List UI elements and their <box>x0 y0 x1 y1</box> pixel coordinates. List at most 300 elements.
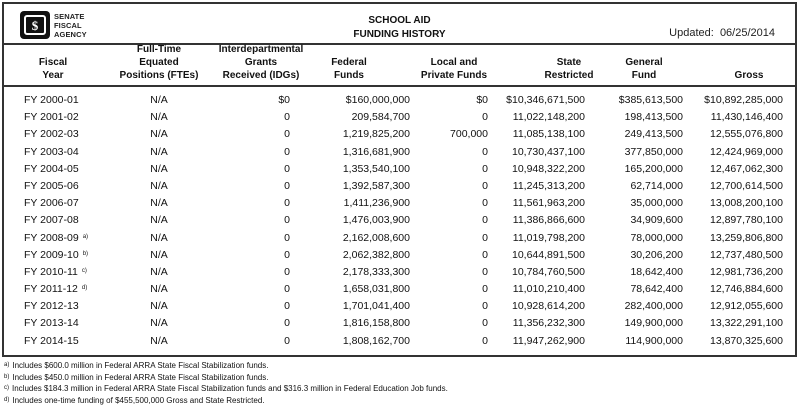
updated-date: 06/25/2014 <box>719 27 775 39</box>
cell-ftes <box>129 317 189 329</box>
cell-value: FY 2010-11 <box>24 265 78 278</box>
title-line-1: SCHOOL AID <box>368 15 431 26</box>
cell-year <box>24 94 83 106</box>
cell-gross <box>710 197 783 209</box>
cell-value: 0 <box>482 248 488 261</box>
cell-federal <box>343 283 410 295</box>
cell-value: 11,245,313,200 <box>512 179 585 192</box>
column-header-line <box>704 56 794 69</box>
footnote-marker: a) <box>82 233 89 240</box>
cell-gross <box>710 128 783 140</box>
cell-value: 2,178,333,300 <box>342 265 410 278</box>
cell-gross <box>710 232 783 244</box>
cell-federal <box>343 335 410 347</box>
cell-state <box>512 300 585 312</box>
cell-local <box>482 111 488 123</box>
cell-value: 78,642,400 <box>630 283 683 296</box>
cell-value: N/A <box>150 111 168 124</box>
table-body <box>4 92 795 350</box>
cell-value: N/A <box>150 334 168 347</box>
cell-value: $0 <box>278 94 290 106</box>
cell-state <box>512 163 585 175</box>
cell-value: FY 2003-04 <box>24 145 79 158</box>
cell-value: 11,561,963,200 <box>512 197 585 210</box>
footnote-mark: d) <box>4 396 10 403</box>
cell-year <box>24 300 83 312</box>
cell-ftes <box>129 283 189 295</box>
cell-value: 11,010,210,400 <box>512 283 585 296</box>
cell-value: 0 <box>284 214 290 227</box>
cell-general <box>630 180 683 192</box>
cell-year <box>24 146 83 158</box>
cell-general <box>630 214 683 226</box>
cell-value: 12,555,076,800 <box>710 128 783 141</box>
svg-text:$: $ <box>31 18 39 33</box>
footnote-text: Includes one-time funding of $455,500,000 Gross and State Restricted. <box>12 395 265 405</box>
cell-idgs <box>284 146 290 158</box>
cell-value: 1,392,587,300 <box>342 179 410 192</box>
cell-value: FY 2008-09 <box>24 231 79 244</box>
cell-value: 12,737,480,500 <box>710 248 783 261</box>
cell-value: FY 2013-14 <box>24 317 79 330</box>
cell-year <box>24 197 83 209</box>
cell-value: 0 <box>482 231 488 244</box>
cell-value: 12,746,884,600 <box>710 283 783 296</box>
cell-gross <box>710 146 783 158</box>
cell-value: N/A <box>150 300 168 313</box>
cell-idgs <box>284 283 290 295</box>
cell-state <box>513 128 585 140</box>
cell-ftes <box>129 128 189 140</box>
cell-local <box>482 283 488 295</box>
column-header-local-private-funds <box>394 43 514 82</box>
column-header-idgs <box>201 43 321 82</box>
cell-value: 209,584,700 <box>351 111 410 124</box>
agency-line: SENATE <box>54 12 85 21</box>
cell-value: 165,200,000 <box>624 162 683 175</box>
cell-value: 0 <box>482 317 488 330</box>
cell-value: 0 <box>284 128 290 141</box>
cell-federal <box>343 180 410 192</box>
column-header-gross <box>704 43 794 82</box>
cell-value: FY 2012-13 <box>24 300 79 313</box>
cell-year <box>24 317 83 329</box>
cell-value: 10,644,891,500 <box>512 248 585 261</box>
table-row <box>4 212 795 229</box>
column-header-line: General <box>625 57 663 68</box>
cell-federal <box>343 232 410 244</box>
cell-value: 11,386,866,600 <box>512 214 585 227</box>
cell-year <box>24 266 87 278</box>
cell-general <box>619 94 683 106</box>
cell-local <box>482 163 488 175</box>
cell-value: 1,658,031,800 <box>342 283 410 296</box>
cell-value: 10,948,322,200 <box>512 162 585 175</box>
cell-idgs <box>284 266 290 278</box>
cell-federal <box>343 300 410 312</box>
cell-value: 0 <box>482 197 488 210</box>
cell-value: 0 <box>482 111 488 124</box>
cell-federal <box>346 94 410 106</box>
agency-line: AGENCY <box>54 30 87 39</box>
cell-ftes <box>129 146 189 158</box>
cell-local <box>476 94 488 106</box>
column-header-line: Gross <box>734 70 764 81</box>
cell-state <box>513 232 585 244</box>
cell-local <box>482 180 488 192</box>
cell-general <box>625 335 683 347</box>
table-row <box>4 281 795 298</box>
cell-general <box>625 111 683 123</box>
cell-value: FY 2006-07 <box>24 197 79 210</box>
cell-value: 11,085,138,100 <box>512 128 585 141</box>
table-row <box>4 178 795 195</box>
cell-value: N/A <box>150 94 168 106</box>
cell-value: 0 <box>284 145 290 158</box>
cell-value: 10,730,437,100 <box>512 145 585 158</box>
cell-value: N/A <box>150 214 168 227</box>
cell-value: N/A <box>150 179 168 192</box>
cell-ftes <box>129 300 189 312</box>
cell-value: 149,900,000 <box>624 317 683 330</box>
cell-gross <box>710 283 783 295</box>
cell-value: 0 <box>284 179 290 192</box>
cell-idgs <box>284 111 290 123</box>
cell-local <box>482 266 488 278</box>
cell-value: 12,897,780,100 <box>710 214 783 227</box>
cell-value: 0 <box>482 214 488 227</box>
cell-ftes <box>129 266 189 278</box>
cell-value: N/A <box>150 283 168 296</box>
cell-state <box>513 317 585 329</box>
cell-state <box>506 94 585 106</box>
cell-local <box>482 232 488 244</box>
cell-gross <box>711 111 783 123</box>
cell-value: 0 <box>284 334 290 347</box>
cell-federal <box>343 128 410 140</box>
cell-value: 1,816,158,800 <box>342 317 410 330</box>
cell-value: 282,400,000 <box>624 300 683 313</box>
cell-value: 2,162,008,600 <box>342 231 410 244</box>
cell-value: 30,206,200 <box>630 248 683 261</box>
footnote <box>4 361 448 373</box>
cell-value: 0 <box>482 334 488 347</box>
cell-value: $385,613,500 <box>618 94 683 106</box>
cell-local <box>482 197 488 209</box>
cell-value: FY 2011-12 <box>24 283 78 296</box>
cell-ftes <box>129 180 189 192</box>
cell-value: FY 2002-03 <box>24 128 79 141</box>
cell-value: 12,981,736,200 <box>710 265 783 278</box>
footnote <box>4 373 448 385</box>
cell-state <box>513 335 585 347</box>
cell-local <box>482 249 488 261</box>
footnote <box>4 384 448 396</box>
cell-value: 11,356,232,300 <box>512 317 585 330</box>
table-row <box>4 126 795 143</box>
cell-value: FY 2001-02 <box>24 111 79 124</box>
cell-year <box>24 214 83 226</box>
cell-value: 13,259,806,800 <box>710 231 783 244</box>
cell-value: 0 <box>482 162 488 175</box>
cell-general <box>625 128 683 140</box>
column-header-line: Private Funds <box>420 70 488 81</box>
document-header <box>4 4 795 45</box>
cell-value: N/A <box>150 231 168 244</box>
cell-value: 249,413,500 <box>624 128 683 141</box>
column-header-line <box>304 43 394 56</box>
cell-general <box>630 283 683 295</box>
cell-local <box>482 317 488 329</box>
footnote <box>4 396 448 408</box>
cell-value: 18,642,400 <box>630 265 683 278</box>
cell-federal <box>343 163 410 175</box>
table-row <box>4 298 795 315</box>
cell-value: N/A <box>150 162 168 175</box>
agency-line: FISCAL <box>54 21 82 30</box>
cell-value: 377,850,000 <box>624 145 683 158</box>
cell-value: FY 2009-10 <box>24 248 79 261</box>
cell-ftes <box>129 214 189 226</box>
column-header-line <box>394 43 514 56</box>
cell-ftes <box>129 111 189 123</box>
cell-value: 114,900,000 <box>625 334 683 347</box>
cell-general <box>630 249 683 261</box>
footnote-marker: c) <box>81 267 87 274</box>
cell-value: N/A <box>150 145 168 158</box>
table-row <box>4 315 795 332</box>
column-header-line: Grants <box>244 57 278 68</box>
column-header-line: Funds <box>334 70 364 81</box>
column-header-line: Interdepartmental <box>218 44 304 55</box>
cell-ftes <box>129 163 189 175</box>
column-headers <box>4 45 795 87</box>
cell-state <box>512 266 585 278</box>
column-header-line: Local and <box>430 57 478 68</box>
footnote-text: Includes $450.0 million in Federal ARRA State Fiscal Stabilization funds. <box>12 372 269 382</box>
cell-general <box>625 146 683 158</box>
cell-idgs <box>284 197 290 209</box>
cell-value: 0 <box>482 145 488 158</box>
table-row <box>4 264 795 281</box>
cell-gross <box>710 249 783 261</box>
column-header-line: Full-Time <box>136 44 182 55</box>
cell-state <box>513 197 585 209</box>
table-row <box>4 92 795 109</box>
cell-value: 35,000,000 <box>630 197 683 210</box>
cell-general <box>630 197 683 209</box>
cell-value: 0 <box>284 162 290 175</box>
cell-value: 0 <box>284 265 290 278</box>
cell-gross <box>710 180 783 192</box>
cell-local <box>482 146 488 158</box>
cell-local <box>482 214 488 226</box>
cell-value: N/A <box>150 265 168 278</box>
cell-federal <box>352 111 410 123</box>
table-row <box>4 195 795 212</box>
updated-stamp <box>669 27 775 39</box>
cell-year <box>24 249 88 261</box>
column-header-line <box>599 43 689 56</box>
table-row <box>4 109 795 126</box>
cell-state <box>513 214 585 226</box>
footnote-marker: d) <box>81 285 88 292</box>
table-row <box>4 161 795 178</box>
cell-gross <box>710 335 783 347</box>
cell-value: FY 2007-08 <box>24 214 79 227</box>
cell-local <box>482 335 488 347</box>
table-row <box>4 144 795 161</box>
cell-value: 0 <box>284 248 290 261</box>
cell-value: 11,022,148,200 <box>512 111 585 124</box>
cell-general <box>625 300 683 312</box>
cell-general <box>630 266 683 278</box>
column-header-general-fund <box>599 43 689 82</box>
cell-idgs <box>284 128 290 140</box>
column-header-line: Restricted <box>544 70 594 81</box>
cell-value: 10,928,614,200 <box>512 300 585 313</box>
cell-idgs <box>284 249 290 261</box>
cell-gross <box>710 214 783 226</box>
cell-idgs <box>284 335 290 347</box>
cell-gross <box>704 94 783 106</box>
cell-state <box>513 283 585 295</box>
cell-value: 12,700,614,500 <box>710 179 783 192</box>
cell-value: 0 <box>482 179 488 192</box>
cell-value: $160,000,000 <box>345 94 410 106</box>
footnotes <box>4 361 448 407</box>
cell-value: 198,413,500 <box>624 111 683 124</box>
cell-federal <box>343 317 410 329</box>
column-header-line <box>704 43 794 56</box>
cell-value: 62,714,000 <box>630 179 683 192</box>
cell-value: $10,892,285,000 <box>704 94 783 106</box>
cell-value: 0 <box>482 283 488 296</box>
cell-value: 11,019,798,200 <box>512 231 585 244</box>
cell-idgs <box>284 232 290 244</box>
cell-value: FY 2004-05 <box>24 162 79 175</box>
footnote-mark: c) <box>4 385 9 391</box>
column-header-federal-funds <box>304 43 394 82</box>
cell-gross <box>710 300 783 312</box>
cell-value: 0 <box>284 300 290 313</box>
updated-label: Updated: <box>669 27 714 39</box>
column-header-line: Equated <box>139 57 179 68</box>
cell-value: 78,000,000 <box>630 231 683 244</box>
cell-value: N/A <box>150 197 168 210</box>
cell-year <box>24 111 83 123</box>
cell-state <box>512 146 585 158</box>
cell-value: N/A <box>150 248 168 261</box>
cell-idgs <box>278 94 290 106</box>
cell-gross <box>710 317 783 329</box>
cell-value: 1,353,540,100 <box>342 162 410 175</box>
column-header-line <box>18 43 88 56</box>
cell-general <box>625 317 683 329</box>
cell-idgs <box>284 163 290 175</box>
column-header-line: Year <box>42 70 64 81</box>
funding-table-frame <box>2 2 797 357</box>
cell-value: FY 2014-15 <box>24 334 79 347</box>
cell-ftes <box>129 232 189 244</box>
column-header-line: Federal <box>331 57 367 68</box>
footnote-marker: b) <box>82 250 89 257</box>
cell-value: 13,870,325,600 <box>710 334 783 347</box>
cell-year <box>24 232 88 244</box>
cell-value: 12,467,062,300 <box>710 162 783 175</box>
cell-value: 13,322,291,100 <box>710 317 783 330</box>
cell-year <box>24 335 83 347</box>
cell-value: 12,424,969,000 <box>710 145 783 158</box>
cell-gross <box>710 163 783 175</box>
column-header-line: Received (IDGs) <box>222 70 300 81</box>
column-header-line: Positions (FTEs) <box>119 70 199 81</box>
cell-year <box>24 128 83 140</box>
cell-federal <box>343 249 410 261</box>
cell-state <box>513 111 585 123</box>
cell-value: 0 <box>482 265 488 278</box>
cell-value: 0 <box>482 300 488 313</box>
cell-value: 10,784,760,500 <box>512 265 585 278</box>
table-row <box>4 230 795 247</box>
cell-value: 0 <box>284 283 290 296</box>
cell-value: 0 <box>284 111 290 124</box>
table-row <box>4 247 795 264</box>
cell-federal <box>343 214 410 226</box>
cell-idgs <box>284 180 290 192</box>
cell-state <box>512 249 585 261</box>
cell-value: FY 2000-01 <box>24 94 79 106</box>
footnote-text: Includes $600.0 million in Federal ARRA State Fiscal Stabilization funds. <box>12 361 269 370</box>
footnote-mark: a) <box>4 362 10 368</box>
cell-value: 1,411,236,900 <box>343 197 410 210</box>
cell-general <box>630 232 683 244</box>
cell-value: 0 <box>284 231 290 244</box>
cell-ftes <box>129 335 189 347</box>
cell-value: $10,346,671,500 <box>506 94 585 106</box>
footnote-mark: b) <box>4 373 10 380</box>
cell-value: N/A <box>150 317 168 330</box>
cell-federal <box>343 146 410 158</box>
cell-idgs <box>284 214 290 226</box>
cell-value: N/A <box>150 128 168 141</box>
cell-value: 1,476,003,900 <box>342 214 410 227</box>
cell-value: 1,701,041,400 <box>342 300 410 313</box>
cell-state <box>513 180 585 192</box>
column-header-line: Fund <box>631 70 657 81</box>
cell-general <box>625 163 683 175</box>
cell-value: 0 <box>284 317 290 330</box>
cell-year <box>24 180 83 192</box>
cell-value: 1,316,681,900 <box>342 145 410 158</box>
cell-idgs <box>284 317 290 329</box>
cell-idgs <box>284 300 290 312</box>
table-row <box>4 333 795 350</box>
cell-year <box>24 283 87 295</box>
cell-ftes <box>129 249 189 261</box>
cell-value: $0 <box>476 94 488 106</box>
cell-value: 34,909,600 <box>630 214 683 227</box>
cell-value: 1,219,825,200 <box>342 128 410 141</box>
cell-value: 700,000 <box>450 128 488 141</box>
column-header-fiscal-year <box>18 43 88 82</box>
column-header-line: State <box>556 57 582 68</box>
cell-value: 11,947,262,900 <box>512 334 585 347</box>
footnote-text: Includes $184.3 million in Federal ARRA State Fiscal Stabilization funds and $316.3 million in Federal Education Job funds. <box>12 384 448 393</box>
cell-value: 12,912,055,600 <box>710 300 783 313</box>
cell-value: 1,808,162,700 <box>342 334 410 347</box>
cell-value: 0 <box>284 197 290 210</box>
